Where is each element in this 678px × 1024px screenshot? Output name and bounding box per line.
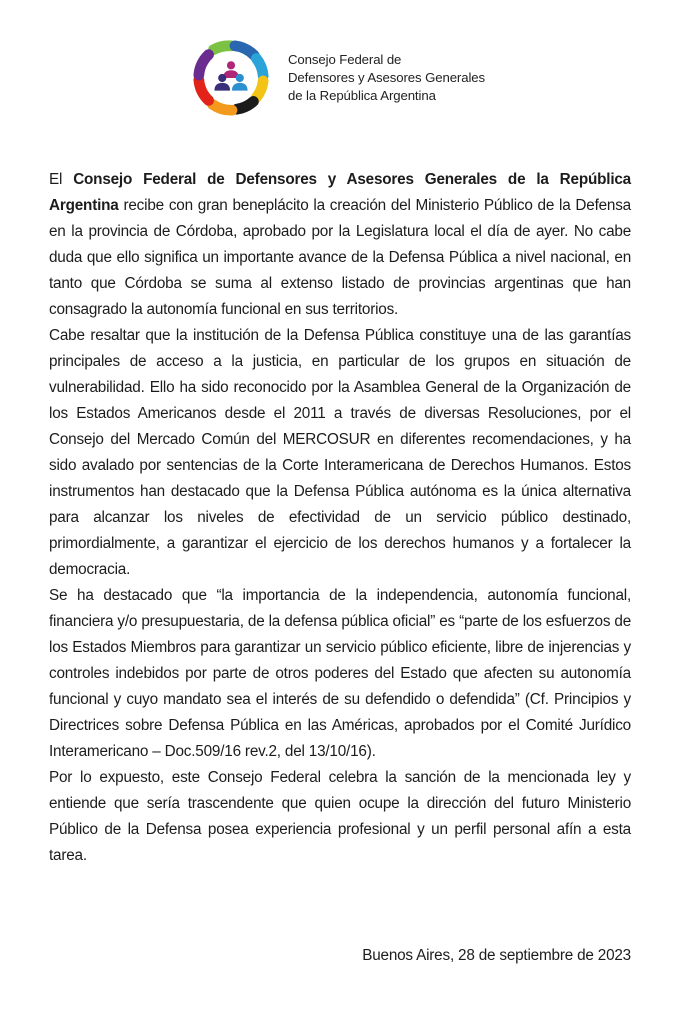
organization-name <box>288 51 485 105</box>
paragraph-3: Se ha destacado que “la importancia de la independencia, autonomía funcional, financiera y/o presupuestaria, de la defensa pública oficial” es “parte de los esfuerzos de los Estados Miembros para garantizar un servicio público eficiente, libre de injerencias y controles indebidos por parte de otros poderes del Estado que afecten su autonomía funcional y cuyo mandato sea el interés de su defendido o defendida” (Cf. Principios y Directrices sobre Defensa Pública en las Américas, aprobados por el Comité Jurídico Interamericano – Doc.509/16 rev.2, del 13/10/16). <box>49 587 631 760</box>
paragraph-4: Por lo expuesto, este Consejo Federal celebra la sanción de la mencionada ley y entiende que sería trascendente que quien ocupe la dirección del futuro Ministerio Público de la Defensa posea experiencia profesional y un perfil personal afín a esta tarea. <box>49 769 631 864</box>
org-name-line-2: Defensores y Asesores Generales <box>288 70 486 85</box>
paragraph-1 <box>49 167 631 323</box>
place-and-date: Buenos Aires, 28 de septiembre de 2023 <box>362 947 631 964</box>
org-name-line-3: de la República Argentina <box>288 88 436 103</box>
paragraph-1-organization-bold: Consejo Federal de Defensores y Asesores Generales de la República Argentina <box>49 171 631 214</box>
org-name-line-1: Consejo Federal de <box>288 52 402 67</box>
paragraph-1-lead: El <box>49 171 74 188</box>
people-group <box>214 61 247 90</box>
statement-body <box>49 167 631 869</box>
paragraph-2: Cabe resaltar que la institución de la Defensa Pública constituye una de las garantías principales de acceso a la justicia, en particular de los grupos en situación de vulnerabilidad. Ello ha sido reconocido por la Asamblea General de la Organización de los Estados Americanos desde el 2011 a través de diversas Resoluciones, por el Consejo del Mercado Común del MERCOSUR en diferentes recomendaciones, y ha sido avalado por sentencias de la Corte Interamericana de Derechos Humanos. Estos instrumentos han destacado que la Defensa Pública autónoma es la única alternativa para alcanzar los niveles de efectividad de un servicio público destinado, primordialmente, a garantizar el ejercicio de los derechos humanos y a fortalecer la democracia. <box>49 327 631 578</box>
hands-circle-people-logo-icon <box>192 39 270 117</box>
paragraph-1-rest: recibe con gran beneplácito la creación del Ministerio Público de la Defensa en la provincia de Córdoba, aprobado por la Legislatura local el día de ayer. No cabe duda que ello significa un importante avance de la Defensa Pública a nivel nacional, en tanto que Córdoba se suma al extenso listado de provincias argentinas que han consagrado la autonomía funcional en sus territorios. <box>49 197 631 318</box>
letterhead <box>192 39 485 117</box>
